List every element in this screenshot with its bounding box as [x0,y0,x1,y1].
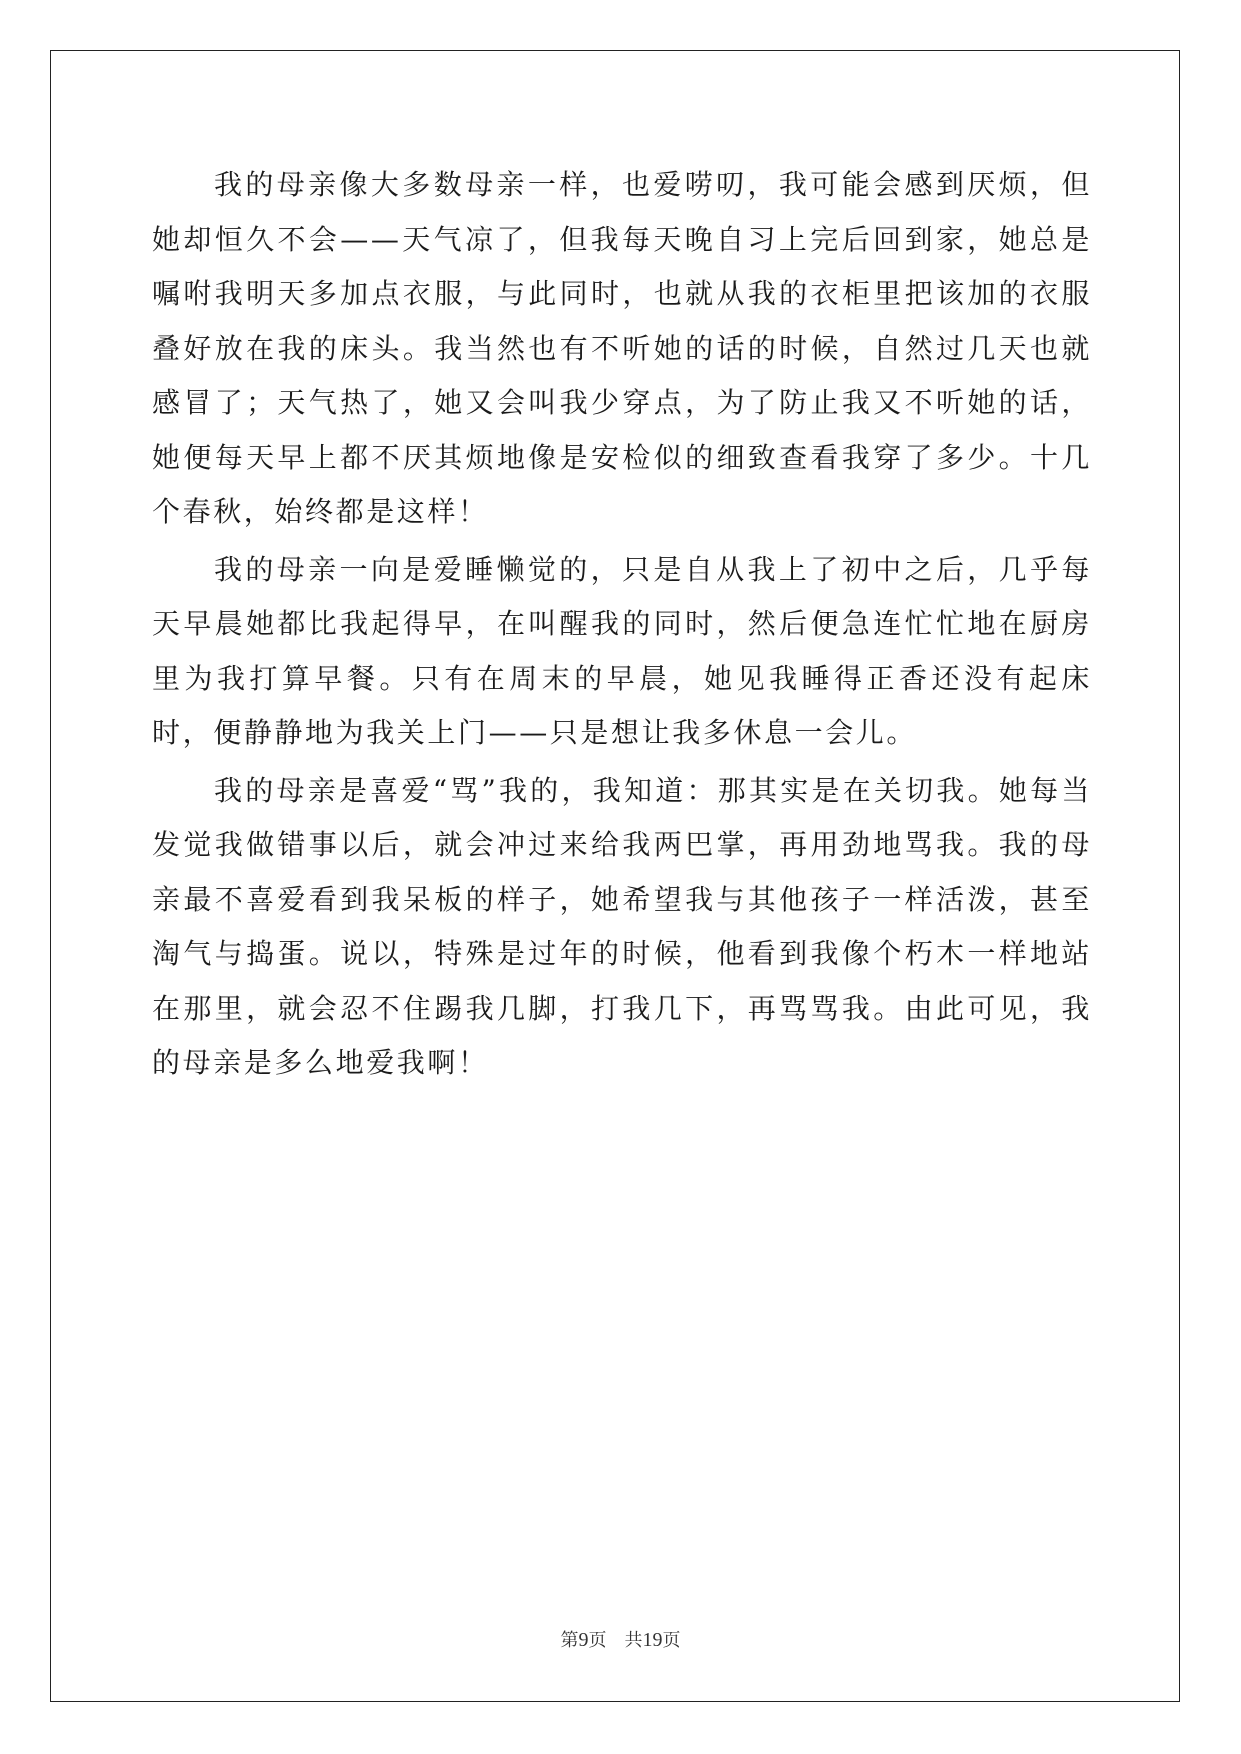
page-number: 9 [578,1629,589,1651]
document-body [152,158,1092,1094]
total-suffix: 页 [662,1630,681,1651]
total-pages: 19 [642,1629,663,1651]
paragraph-3: 我的母亲是喜爱“骂”我的，我知道：那其实是在关切我。她每当发觉我做错事以后，就会冲过来给我两巴掌，再用劲地骂我。我的母亲最不喜爱看到我呆板的样子，她希望我与其他孩子一样活泼，甚至淘气与捣蛋。说以，特殊是过年的时候，他看到我像个朽木一样地站在那里，就会忍不住踢我几脚，打我几下，再骂骂我。由此可见，我的母亲是多么地爱我啊！ [152,773,1092,1079]
page-prefix: 第 [560,1630,579,1651]
page-footer [0,1626,1241,1652]
page-suffix: 页 [588,1630,607,1651]
total-prefix: 共 [624,1630,643,1651]
paragraph-2: 我的母亲一向是爱睡懒觉的，只是自从我上了初中之后，几乎每天早晨她都比我起得早，在叫醒我的同时，然后便急连忙忙地在厨房里为我打算早餐。只有在周末的早晨，她见我睡得正香还没有起床时，便静静地为我关上门——只是想让我多休息一会儿。 [152,552,1092,749]
paragraph-1: 我的母亲像大多数母亲一样，也爱唠叨，我可能会感到厌烦，但她却恒久不会——天气凉了，但我每天晚自习上完后回到家，她总是嘱咐我明天多加点衣服，与此同时，也就从我的衣柜里把该加的衣服叠好放在我的床头。我当然也有不听她的话的时候，自然过几天也就感冒了；天气热了，她又会叫我少穿点，为了防止我又不听她的话，她便每天早上都不厌其烦地像是安检似的细致查看我穿了多少。十几个春秋，始终都是这样！ [152,168,1092,528]
